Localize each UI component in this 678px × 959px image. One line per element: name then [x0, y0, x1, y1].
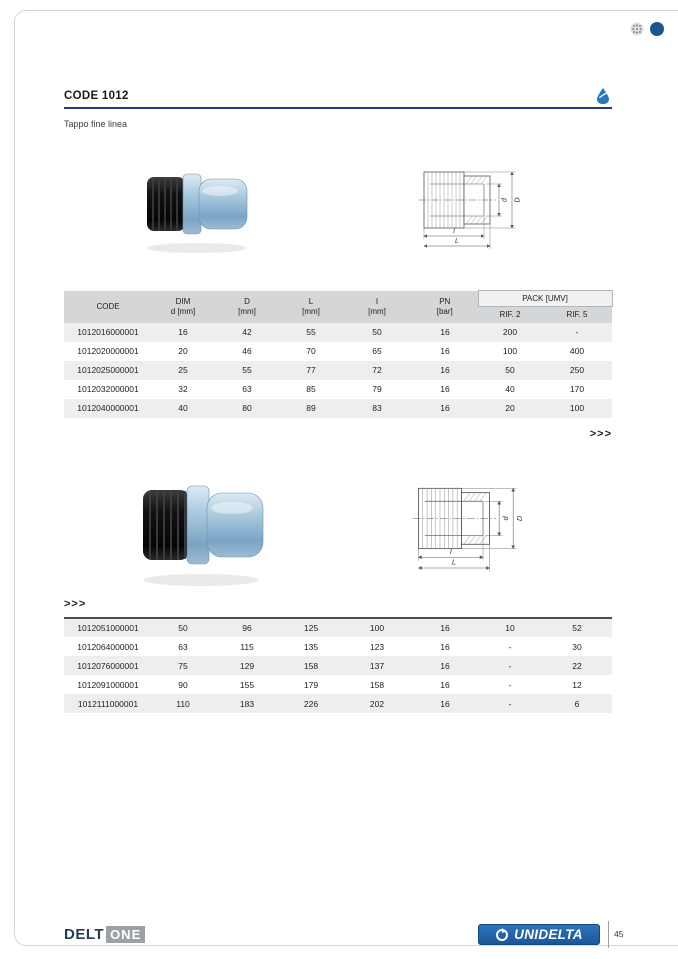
table-cell: 1012076000001 — [77, 660, 139, 671]
table-cell: 40 — [505, 384, 515, 394]
table-cell: 179 — [303, 679, 319, 690]
table-row — [64, 380, 612, 399]
table-cell: 202 — [369, 698, 385, 709]
spec-table-part2 — [64, 617, 612, 713]
table-cell: - — [508, 698, 512, 709]
table-cell: - — [508, 641, 512, 652]
spec-table-part1 — [64, 290, 613, 418]
table-cell: 16 — [440, 623, 450, 633]
table-row — [64, 656, 612, 675]
col-header-rif2: RIF. 2 — [478, 307, 542, 323]
table-cell: 96 — [242, 623, 252, 633]
technical-drawing-small — [418, 162, 523, 252]
corner-icons — [630, 22, 664, 36]
table-cell: 55 — [242, 365, 252, 375]
dim-label-I: I — [449, 546, 452, 556]
table-cell: 1012091000001 — [77, 679, 139, 690]
table-cell: - — [575, 327, 579, 337]
table-cell: 16 — [440, 641, 450, 652]
table-cell: 16 — [440, 384, 450, 394]
table-cell: 16 — [440, 698, 450, 709]
table-cell: 10 — [505, 623, 515, 633]
dotted-circle-icon — [630, 22, 644, 36]
table-cell: 155 — [239, 679, 255, 690]
table-cell: 40 — [178, 403, 188, 413]
table-cell: 158 — [369, 679, 385, 690]
table-cell: 16 — [440, 660, 450, 671]
table-cell: 16 — [178, 327, 188, 337]
technical-drawing-large — [412, 476, 525, 576]
table-row — [64, 323, 612, 342]
dim-label-L: L — [451, 557, 457, 567]
continuation-next: >>> — [589, 428, 612, 440]
table-cell: 52 — [572, 623, 582, 633]
table-cell: 200 — [502, 327, 518, 337]
table-cell: 16 — [440, 346, 450, 356]
table-cell: 72 — [372, 365, 382, 375]
col-header-code: CODE — [64, 291, 152, 323]
table-cell: 183 — [239, 698, 255, 709]
table-cell: 77 — [306, 365, 316, 375]
table-row — [64, 618, 612, 637]
col-header-l: L [mm] — [280, 291, 342, 323]
col-header-rif5: RIF. 5 — [542, 307, 612, 323]
dim-label-D: D — [514, 197, 522, 203]
table-cell: 90 — [178, 679, 188, 690]
table-cell: 16 — [440, 679, 450, 690]
table-cell: 100 — [369, 623, 385, 633]
blue-circle-icon — [650, 22, 664, 36]
table-cell: 89 — [306, 403, 316, 413]
table-cell: 83 — [372, 403, 382, 413]
table-cell: 55 — [306, 327, 316, 337]
dim-label-d: d — [501, 516, 511, 521]
deltone-logo — [64, 925, 145, 944]
unidelta-emblem-icon — [495, 928, 509, 942]
col-header-pn: PN [bar] — [412, 291, 478, 323]
table-cell: 129 — [239, 660, 255, 671]
table-cell: 125 — [303, 623, 319, 633]
table-cell: 1012032000001 — [77, 384, 139, 394]
continuation-prev: >>> — [64, 598, 87, 610]
dim-label-d: d — [501, 198, 509, 202]
table-cell: 12 — [572, 679, 582, 690]
table-cell: 1012025000001 — [77, 365, 139, 375]
table-row — [64, 361, 612, 380]
table-cell: 1012051000001 — [77, 623, 139, 633]
unidelta-logo-text: UNIDELTA — [514, 927, 583, 942]
table-cell: - — [508, 679, 512, 690]
water-drop-icon — [597, 88, 609, 109]
page-card — [14, 10, 678, 946]
table-cell: 70 — [306, 346, 316, 356]
table-cell: 50 — [505, 365, 515, 375]
table-cell: 20 — [505, 403, 515, 413]
table-cell: 137 — [369, 660, 385, 671]
table-cell: 400 — [569, 346, 585, 356]
table-cell: 63 — [178, 641, 188, 652]
dim-label-L: L — [455, 238, 459, 245]
table-cell: 79 — [372, 384, 382, 394]
table-cell: 85 — [306, 384, 316, 394]
table-cell: 135 — [303, 641, 319, 652]
unidelta-logo — [478, 924, 600, 945]
table-cell: 65 — [372, 346, 382, 356]
table-cell: 16 — [440, 327, 450, 337]
table-cell: 6 — [574, 698, 580, 709]
table-cell: 46 — [242, 346, 252, 356]
table-cell: 123 — [369, 641, 385, 652]
page-title: CODE 1012 — [64, 90, 129, 102]
table-cell: 63 — [242, 384, 252, 394]
table-cell: 1012064000001 — [77, 641, 139, 652]
table-cell: 1012020000001 — [77, 346, 139, 356]
table-row — [64, 342, 612, 361]
table-cell: - — [508, 660, 512, 671]
table-cell: 250 — [569, 365, 585, 375]
table-cell: 22 — [572, 660, 582, 671]
table-cell: 32 — [178, 384, 188, 394]
product-photo-small — [135, 150, 260, 255]
table-cell: 42 — [242, 327, 252, 337]
product-subtitle: Tappo fine linea — [64, 119, 128, 129]
table-cell: 80 — [242, 403, 252, 413]
table-cell: 226 — [303, 698, 319, 709]
table-cell: 100 — [569, 403, 585, 413]
dim-label-D: D — [515, 515, 525, 522]
table-cell: 115 — [240, 641, 254, 652]
table-cell: 170 — [569, 384, 585, 394]
table-cell: 1012016000001 — [77, 327, 139, 337]
table-cell: 16 — [440, 365, 450, 375]
table-cell: 50 — [372, 327, 382, 337]
col-header-dim: DIM d [mm] — [152, 291, 214, 323]
deltone-logo-delt: DELT — [64, 926, 105, 943]
table-cell: 110 — [176, 698, 190, 709]
table-cell: 25 — [178, 365, 188, 375]
title-rule — [64, 107, 612, 109]
page-number: 45 — [614, 929, 624, 939]
table-cell: 30 — [572, 641, 582, 652]
col-header-i: I [mm] — [342, 291, 412, 323]
dim-label-I: I — [453, 228, 455, 235]
table-cell: 1012040000001 — [77, 403, 139, 413]
col-header-pack: PACK [UMV] — [478, 291, 612, 307]
deltone-logo-one: ONE — [106, 926, 145, 943]
product-photo-large — [133, 464, 273, 588]
table-cell: 50 — [178, 623, 188, 633]
table-cell: 75 — [178, 660, 188, 671]
table-cell: 158 — [303, 660, 319, 671]
col-header-d: D [mm] — [214, 291, 280, 323]
table-row — [64, 675, 612, 694]
table-cell: 16 — [440, 403, 450, 413]
table-cell: 100 — [502, 346, 518, 356]
table-row — [64, 694, 612, 713]
table-cell: 20 — [178, 346, 188, 356]
table-row — [64, 399, 612, 418]
footer-divider — [608, 921, 609, 948]
table-cell: 1012111000001 — [77, 698, 139, 709]
table-row — [64, 637, 612, 656]
